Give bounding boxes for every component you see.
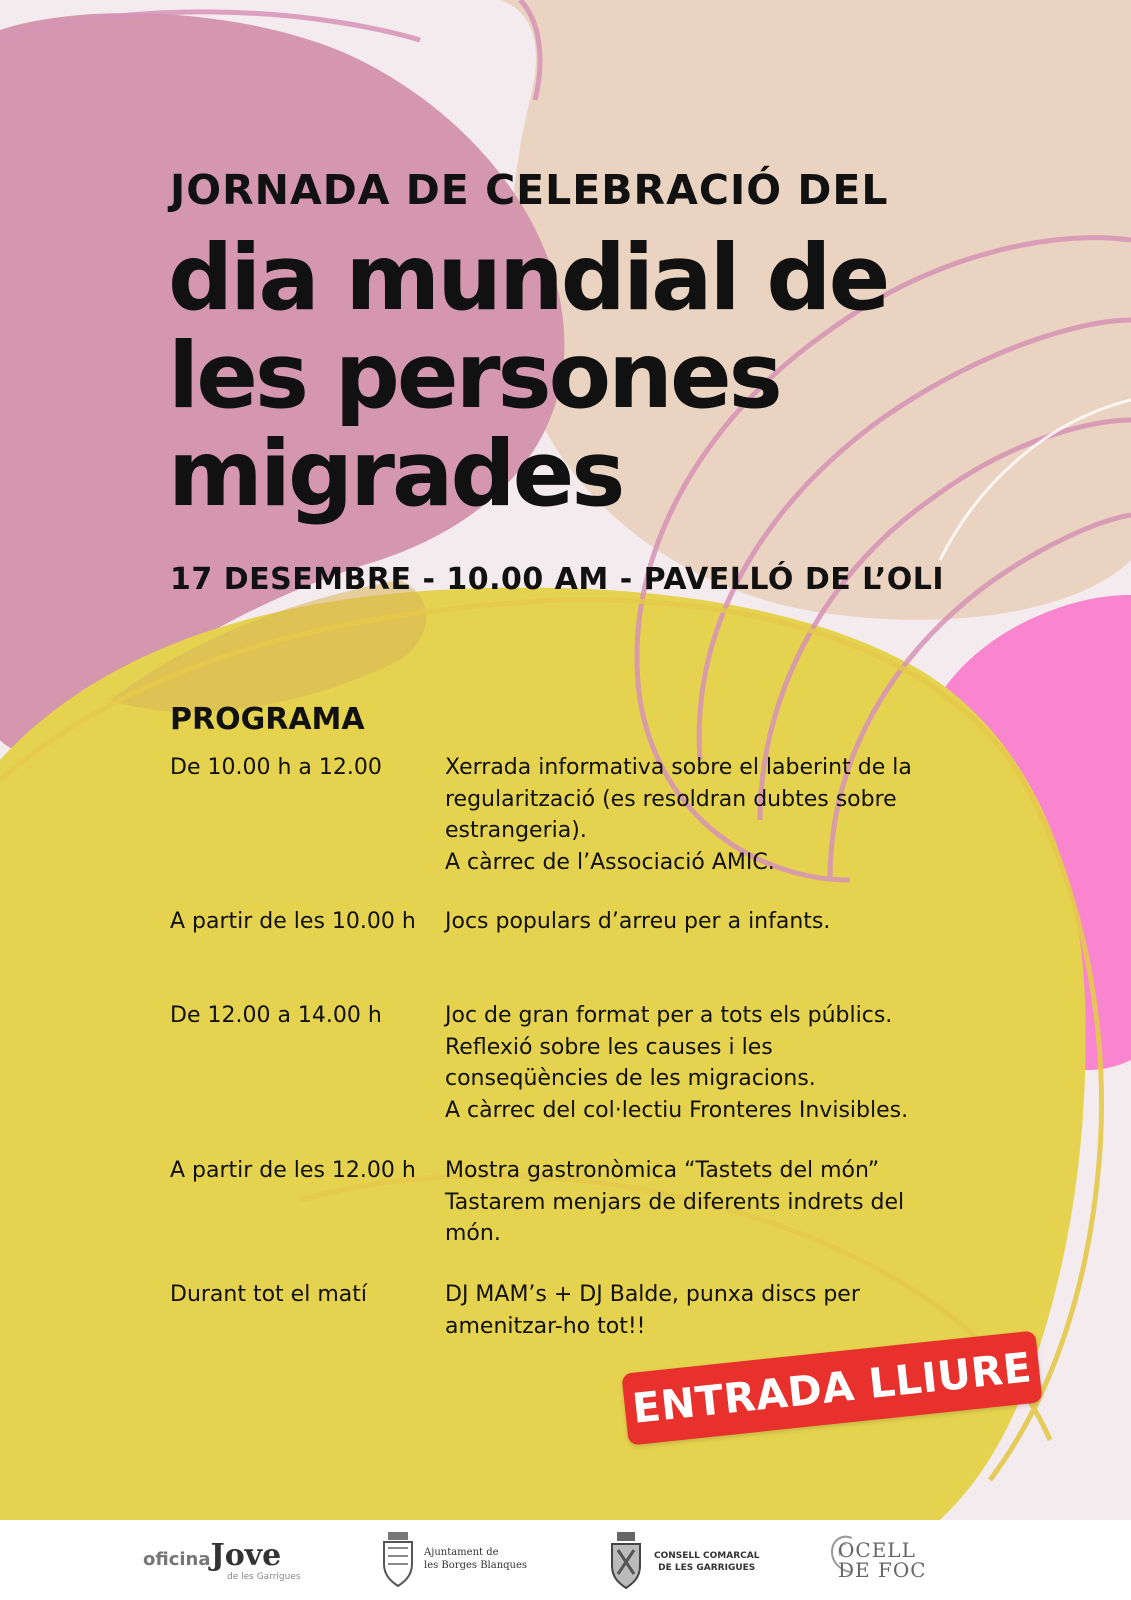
program-time: Durant tot el matí — [170, 1282, 367, 1307]
program-time: A partir de les 12.00 h — [170, 1158, 416, 1183]
kicker-heading: JORNADA DE CELEBRACIÓ DEL — [170, 166, 889, 214]
program-description — [445, 906, 935, 938]
logo-text-line: DE LES GARRIGUES — [658, 1563, 756, 1573]
description-line: Jocs populars d’arreu per a infants. — [445, 909, 831, 934]
title-line: migrades — [168, 422, 623, 527]
description-line: món. — [445, 1221, 501, 1246]
logo-text — [654, 1550, 759, 1574]
program-time: De 12.00 a 14.00 h — [170, 1003, 382, 1028]
title-line: les persones — [168, 324, 780, 429]
logo-text-line: les Borges Blanques — [424, 1560, 528, 1571]
event-title — [168, 226, 1048, 527]
description-line: regularització (es resoldran dubtes sobre — [445, 786, 897, 812]
sponsor-footer — [0, 1520, 1131, 1600]
program-time: A partir de les 10.00 h — [170, 909, 416, 934]
description-line: amenitzar-ho tot!! — [445, 1313, 646, 1339]
consell-comarcal-logo — [608, 1530, 760, 1590]
description-line: Mostra gastronòmica “Tastets del món” — [445, 1158, 880, 1183]
logo-text-line: DE FOC — [838, 1558, 927, 1582]
program-description — [445, 1155, 935, 1250]
coat-of-arms-icon — [380, 1530, 416, 1588]
description-line: A càrrec del col·lectiu Fronteres Invisibles. — [445, 1097, 909, 1123]
program-heading: PROGRAMA — [170, 702, 365, 737]
ajuntament-logo — [380, 1530, 528, 1590]
ocell-de-foc-logo — [826, 1530, 927, 1590]
logo-text-line: OCELL — [838, 1538, 916, 1562]
logo-text: Jove — [210, 1538, 282, 1573]
oficina-jove-logo — [143, 1538, 301, 1598]
coat-of-arms-icon — [608, 1530, 644, 1590]
description-line: conseqüències de les migracions. — [445, 1066, 816, 1091]
description-line: Xerrada informativa sobre el laberint de la — [445, 755, 912, 780]
logo-text: oficina — [143, 1549, 211, 1570]
program-description — [445, 752, 935, 878]
description-line: Reflexió sobre les causes i les — [445, 1034, 773, 1060]
free-entry-stamp: ENTRADA LLIURE — [621, 1330, 1042, 1445]
program-description — [445, 1279, 935, 1342]
description-line: Joc de gran format per a tots els públics. — [445, 1003, 893, 1028]
program-description — [445, 1000, 935, 1126]
logo-text — [838, 1540, 927, 1580]
description-line: A càrrec de l’Associació AMIC. — [445, 849, 775, 875]
description-line: DJ MAM’s + DJ Balde, punxa discs per — [445, 1282, 860, 1307]
logo-text — [424, 1546, 527, 1572]
date-location-line: 17 DESEMBRE - 10.00 AM - PAVELLÓ DE L’OLI — [170, 562, 945, 597]
logo-text-line: CONSELL COMARCAL — [654, 1551, 760, 1561]
logo-text: de les Garrigues — [227, 1572, 301, 1582]
logo-text-line: Ajuntament de — [424, 1547, 499, 1558]
title-line: dia mundial de — [168, 226, 888, 331]
program-time: De 10.00 h a 12.00 — [170, 755, 382, 780]
description-line: estrangeria). — [445, 818, 587, 843]
description-line: Tastarem menjars de diferents indrets del — [445, 1189, 905, 1215]
